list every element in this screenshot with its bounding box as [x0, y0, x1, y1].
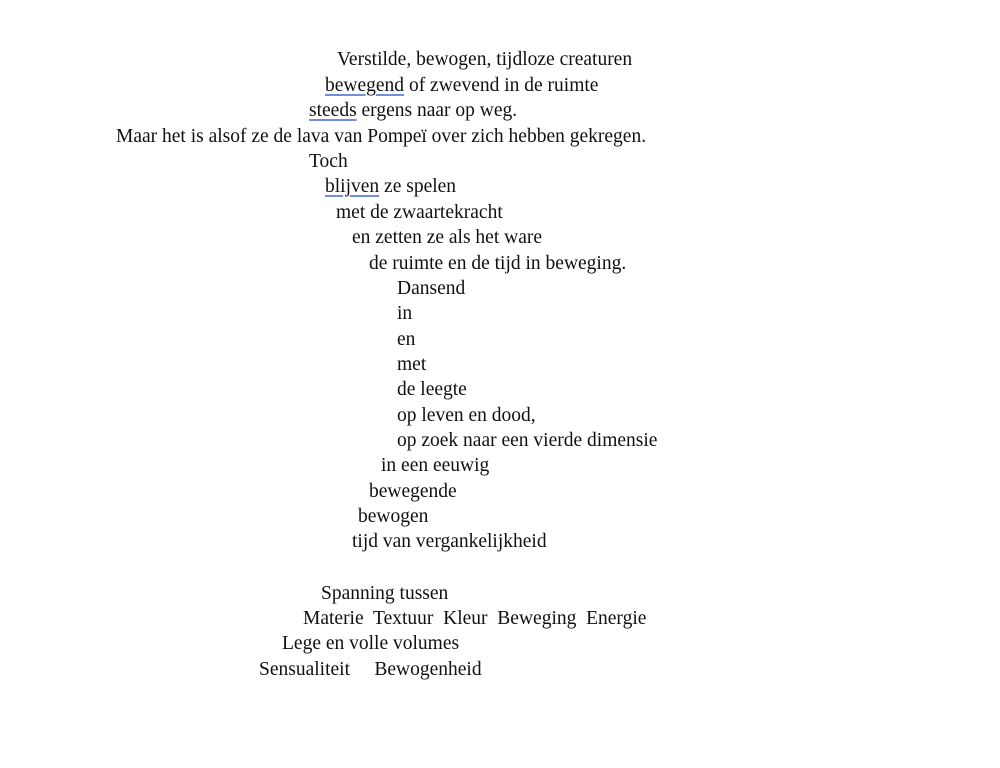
poem-line: Spanning tussen	[321, 583, 449, 604]
poem-line-rest: ergens naar op weg.	[356, 100, 518, 121]
spellcheck-flagged-word[interactable]: bewegend	[325, 75, 405, 96]
poem-line: Sensualiteit Bewogenheid	[259, 659, 482, 680]
poem-line: in	[397, 303, 413, 324]
poem-line: Dansend	[397, 278, 466, 299]
poem-line: op zoek naar een vierde dimensie	[397, 430, 658, 451]
spellcheck-flagged-word[interactable]: steeds	[309, 100, 357, 121]
poem-line: Maar het is alsof ze de lava van Pompeï over zich hebben gekregen.	[116, 126, 647, 147]
poem-line-rest: of zwevend in de ruimte	[404, 75, 599, 96]
poem-line: Materie Textuur Kleur Beweging Energie	[303, 608, 647, 629]
poem-line: Toch	[309, 151, 348, 172]
poem-line: Verstilde, bewogen, tijdloze creaturen	[337, 49, 633, 70]
poem-line-rest: ze spelen	[379, 176, 457, 197]
poem-line: bewegende	[369, 481, 457, 502]
poem-line	[325, 76, 598, 96]
poem-line: bewogen	[358, 506, 429, 527]
poem-line: en zetten ze als het ware	[352, 227, 543, 248]
poem-line: de leegte	[397, 379, 467, 400]
poem-line: Lege en volle volumes	[282, 633, 460, 654]
poem-line: en	[397, 329, 416, 350]
poem-line: met de zwaartekracht	[336, 202, 503, 223]
poem-line: tijd van vergankelijkheid	[352, 531, 547, 552]
poem-line	[309, 101, 517, 121]
poem-line	[325, 177, 456, 197]
poem-line: in een eeuwig	[381, 455, 490, 476]
poem-line: met	[397, 354, 427, 375]
poem-line: op leven en dood,	[397, 405, 536, 426]
poem-line: de ruimte en de tijd in beweging.	[369, 253, 627, 274]
spellcheck-flagged-word[interactable]: blijven	[325, 176, 380, 197]
